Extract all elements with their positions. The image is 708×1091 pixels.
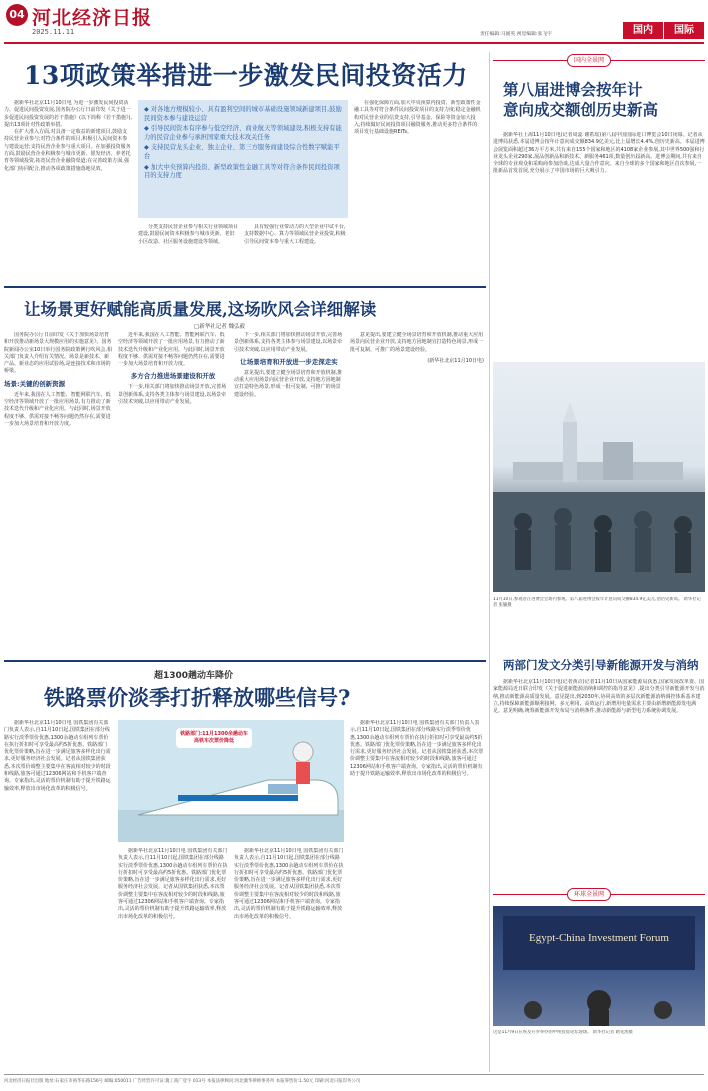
forum-banner-text: Egypt-China Investment Forum <box>529 932 669 944</box>
energy-story <box>493 655 705 885</box>
expo-photo-caption: 11月10日,参观者在进博会会场内参观。第八届进博会按年计意向成交额834.9亿美元,创历史新高。 新华社记者 张毓摄 <box>493 597 701 608</box>
section-tag-domestic: 国内全景网 <box>567 54 611 67</box>
scene-dateline: (新华社北京11月10日电) <box>427 357 484 364</box>
section-tab-domestic: 国内 <box>623 22 663 39</box>
policy-bullet-text: 加大中央预算内投资、新型政策性金融工具等对符合条件民间投资项目的支持力度 <box>144 163 340 180</box>
scene-paragraph: 意见提出,要建立健全场景培育和开放机制,推动重大应用场景向民营企业开放,支持地方因地制宜打造特色场景,形成一批可复制、可推广的场景建设经验。 <box>234 369 343 398</box>
forum-photo-caption: 这是11月9日在埃及开罗举办的中埃投资论坛现场。 新华社记者 隋先凯摄 <box>493 1030 633 1035</box>
expo-photo <box>493 362 705 592</box>
rail-col2: 据新华社北京11月10日电 国铁集团有关部门负责人表示,自11月10日起,国铁集团在部分线路实行淡季票价优惠,1300余趟动车组列车票价在执行折扣时可享受最高约5折优惠。铁路部门优化票价策略,旨在进一步满足旅客多样化出行需求,更好服务经济社会发展。记者从国铁集团获悉,本次票价调整主要集中在客流相对较少的时段和线路,旅客可通过12306网站和手机客户端查询。专家指出,灵活的票价机制有助于提升铁路运输效率,释放出市场化改革的积极信号。 <box>118 848 228 920</box>
scene-story <box>4 286 486 658</box>
energy-headline: 两部门发文分类引导新能源开发与消纳 <box>503 658 699 672</box>
scene-paragraph: 下一步,相关部门将加快推动场景开放,完善场景创新体系,支持各类主体参与场景建设,以场景牵引技术突破,以应用带动产业发展。 <box>234 332 343 353</box>
scene-subhead-3: 让场景培育和开放进一步走深走实 <box>240 357 338 366</box>
expo-body: 据新华社上海11月10日电(记者周蕊 谢希瑶)第八届中国国际进口博览会10日闭幕。记者从进博局获悉,本届进博会按年计意向成交额834.9亿美元,比上届增长4.4%,创历史新高。本届进博会展览面积超过36万平方米,共有来自155个国家和地区的4108家企业参展,其中世界500强和行业龙头企业290家,展品创新品和新技术、新服务461项,数量创历届新高。进博会期间,共有来自全球的专业观众和采购商参加洽谈,达成大量合作意向。来自全球的多个国家和地区首次参展,一批新品首发首展,充分展示了中国市场的巨大吸引力。 <box>493 132 705 175</box>
policy-bullet-text: 对各地方规模较小、具有盈利空间的城市基础设施领域新建项目,鼓励民间资本参与建设运营 <box>144 106 342 122</box>
top-story-lede: 据新华社北京11月10日电 为进一步激发民间投资活力、促进民间投资发展,国务院办公厅日前印发《关于进一步促进民间投资发展的若干措施》(以下简称《若干措施》),提出13项针对性政策举措。 <box>4 100 132 128</box>
top-story-col1 <box>4 100 132 280</box>
policy-bullet-text: 引导民间资本有序参与低空经济、商业航天等领域建设,积极支持有能力的民营企业参与承担国家重大技术攻关任务 <box>144 125 342 141</box>
top-story-col4: 具有较强行业带动力的大型企业中试平台,支持数据中心、算力等领域民营企业投资,积极引导民间资本参与重大工程建设。 <box>244 224 346 245</box>
expo-photo-illustration <box>493 362 705 592</box>
scene-paragraph: 近年来,我国在人工智能、智能网联汽车、低空经济等领域开放了一批应用场景,有力推动了新技术迭代升级和产业化应用。与此同时,场景开放程度不够、供需对接不畅等问题仍然存在,需要进一步加大场景培育和开放力度。 <box>118 332 225 368</box>
page-number-badge: 04 <box>6 4 28 26</box>
energy-body: 据新华社北京11月10日电(记者黄垚)记者11月10日从国家能源局获悉,国家发展改革委、国家能源局近日联合印发《关于促进新能源消纳和调控的指导意见》,提出分类引导新能源开发与消纳,推动新能源高质量发展。意见提出,到2030年,协同高效的多层次新能源消纳调控体系基本建立,持续保障新能源顺利接网、多元利用、高效运行,新增用电量需求主要由新增新能源发电满足。意见明确,统筹新能源开发布局与消纳条件,推动新能源与新型电力系统协调发展。 <box>493 679 705 715</box>
expo-headline-line1: 第八届进博会按年计 <box>503 80 643 99</box>
expo-story <box>493 52 705 647</box>
scene-col2 <box>118 332 228 652</box>
policy-bullet: ◆ 对各地方规模较小、具有盈利空间的城市基础设施领域新建项目,鼓励民间资本参与建设运营 <box>144 106 342 122</box>
scene-col3 <box>234 332 344 652</box>
rail-headline: 铁路票价淡季打折释放哪些信号? <box>44 685 351 710</box>
expo-headline <box>503 80 703 120</box>
column-divider <box>489 52 490 1072</box>
expo-headline-line2: 意向成交额创历史新高 <box>503 100 659 119</box>
rail-col4: 据新华社北京11月10日电 国铁集团有关部门负责人表示,自11月10日起,国铁集团在部分线路实行淡季票价优惠,1300余趟动车组列车票价在执行折扣时可享受最高约5折优惠。铁路部门优化票价策略,旨在进一步满足旅客多样化出行需求,更好服务经济社会发展。记者从国铁集团获悉,本次票价调整主要集中在客流相对较少的时段和线路,旅客可通过12306网站和手机客户端查询。专家指出,灵活的票价机制有助于提升铁路运输效率,释放出市场化改革的积极信号。 <box>350 720 484 778</box>
editor-line: 责任编辑:马媛英 视觉编辑:张飞宇 <box>480 32 552 37</box>
issue-date: 2025.11.11 <box>32 28 75 36</box>
masthead-rule <box>4 42 704 44</box>
scene-paragraph: 意见提出,要建立健全场景培育和开放机制,推动重大应用场景向民营企业开放,支持地方因地制宜打造特色场景,形成一批可复制、可推广的场景建设经验。 <box>350 332 484 353</box>
rail-story <box>4 660 486 1067</box>
rail-illustration <box>118 720 344 842</box>
scene-subhead-2: 多方合力推进场景建设和开放 <box>130 372 216 381</box>
rail-kicker: 超1300趟动车降价 <box>154 671 234 681</box>
scene-byline: □新华社记者 魏弘毅 <box>194 324 245 330</box>
rail-bubble-text: 铁路部门:11月1300余趟动车高铁车次票价降低 <box>176 728 252 748</box>
rail-col3: 据新华社北京11月10日电 国铁集团有关部门负责人表示,自11月10日起,国铁集团在部分线路实行淡季票价优惠,1300余趟动车组列车票价在执行折扣时可享受最高约5折优惠。铁路部门优化票价策略,旨在进一步满足旅客多样化出行需求,更好服务经济社会发展。记者从国铁集团获悉,本次票价调整主要集中在客流相对较少的时段和线路,旅客可通过12306网站和手机客户端查询。专家指出,灵活的票价机制有助于提升铁路运输效率,释放出市场化改革的积极信号。 <box>234 848 344 920</box>
rail-col1: 据新华社北京11月10日电 国铁集团有关部门负责人表示,自11月10日起,国铁集团在部分线路实行淡季票价优惠,1300余趟动车组列车票价在执行折扣时可享受最高约5折优惠。铁路部门优化票价策略,旨在进一步满足旅客多样化出行需求,更好服务经济社会发展。记者从国铁集团获悉,本次票价调整主要集中在客流相对较少的时段和线路,旅客可通过12306网站和手机客户端查询。专家指出,灵活的票价机制有助于提升铁路运输效率,释放出市场化改革的积极信号。 <box>4 720 111 792</box>
footer-rule <box>4 1074 704 1075</box>
masthead <box>0 0 708 48</box>
policy-bullet: ◆ 引导民间资本有序参与低空经济、商业航天等领域建设,积极支持有能力的民营企业参与承担国家重大技术攻关任务 <box>144 125 342 141</box>
paper-logo: 河北经济日报 <box>32 7 153 29</box>
policy-bullet-list <box>144 106 344 181</box>
policy-bullet: ◆ 加大中央预算内投资、新型政策性金融工具等对符合条件民间投资项目的支持力度 <box>144 163 340 180</box>
section-tag-global: 环球全景网 <box>567 888 611 901</box>
top-story-col3: 分类支持民营企业参与相关行业领域项目建设,鼓励民间资本积极参与城市更新、老旧小区改造、社区服务设施建设等领域。 <box>138 224 238 245</box>
scene-col1 <box>4 332 112 652</box>
policy-bullet: ◆ 支持民营龙头企业、独主企业、第三方服务商建设综合性数字赋能平台 <box>144 144 340 160</box>
policy-bullet-box <box>138 100 348 218</box>
global-panel <box>493 888 705 1068</box>
footer-text: 河北经济日报社出版 地址:石家庄市裕华东路156号 邮编:050011 广告经营许可证:冀工商广登字 013号 本报法律顾问:河北冀华律师事务所 本报零售价:1.50元 印刷:河北日报印务公司 <box>4 1079 361 1084</box>
top-story-col5: 在强化保障方面,加大中央预算内投资、新型政策性金融工具等对符合条件民间投资项目的支持力度;稳定金融机构对民营企业的信贷支持,引导基金、保险等资金加大投入;持续做好民间投资项目融资服务,推动更多符合条件的项目发行基础设施REITs。 <box>354 100 481 136</box>
scene-subhead-1: 场景:关键的创新资源 <box>4 379 66 388</box>
top-story <box>4 52 484 282</box>
section-tab-international: 国际 <box>664 22 704 39</box>
top-story-headline: 13项政策举措进一步激发民间投资活力 <box>24 61 468 90</box>
scene-paragraph: 国务院办公厅日前印发《关于加快场景培育和开放推动新场景大规模应用的实施意见》。国务院新闻办公室10日举行国务院政策例行吹风会,相关部门负责人介绍有关情况。场景是新技术、新产品、新业态的应用试验场,是连接技术和市场的桥梁。 <box>4 332 112 375</box>
scene-paragraph: 近年来,我国在人工智能、智能网联汽车、低空经济等领域开放了一批应用场景,有力推动了新技术迭代升级和产业化应用。与此同时,场景开放程度不够、供需对接不畅等问题仍然存在,需要进一步加大场景培育和开放力度。 <box>4 391 111 427</box>
forum-photo-illustration <box>493 906 705 1026</box>
scene-paragraph: 下一步,相关部门将加快推动场景开放,完善场景创新体系,支持各类主体参与场景建设,以场景牵引技术突破,以应用带动产业发展。 <box>118 384 227 406</box>
policy-bullet-text: 支持民营龙头企业、独主企业、第三方服务商建设综合性数字赋能平台 <box>144 144 340 160</box>
scene-col4 <box>350 332 484 652</box>
forum-photo <box>493 906 705 1026</box>
scene-headline: 让场景更好赋能高质量发展,这场吹风会详细解读 <box>24 300 377 319</box>
top-story-body: 在扩大准入方面,对具备一定收益的新建项目,鼓励支持民营企业参与;对符合条件的项目,积极引入民间资本参与建设运营;支持民营企业参与重大项目。在加强投资服务方面,鼓励民营企业积极参与城市更新、银发经济、养老托育等领域投资,拓宽民营企业融资渠道;在完善政策方面,强化部门协同配合,推动各项政策措施落地见效。 <box>4 129 131 172</box>
